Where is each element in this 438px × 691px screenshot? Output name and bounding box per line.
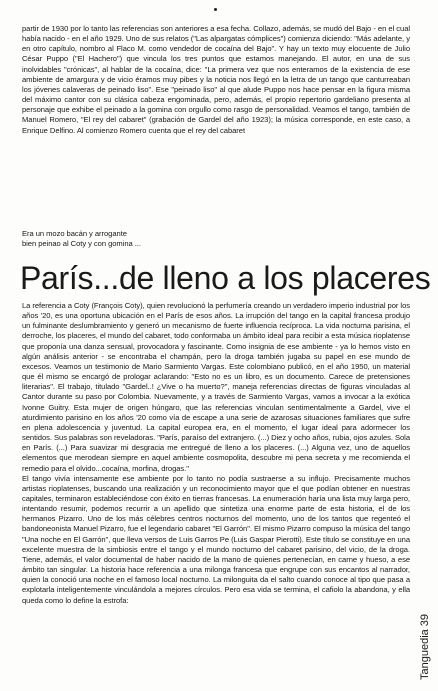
section-heading: París...de lleno a los placeres [20, 260, 431, 296]
body-paragraph-1 [22, 24, 410, 136]
body-paragraph-2 [22, 301, 410, 606]
paragraph-text: partir de 1930 por lo tanto las referencias son anteriores a esa fecha. Collazo, además, se mudó del Bajo - en el cual había nacido - en el año 1929. Uno de sus relatos ("Las alpargatas cómplices") comienza diciendo: "Más adelante, y en otro capítulo, nombro al Flaco M. como vendedor de cocaína del Bajo". Y hay un texto muy elocuente de Julio César Puppo ("El Hachero") que vincula los tres puntos que estamos manejando. El autor, en una de sus inolvidables "crónicas", al hablar de la cocaína, dice: "La primera vez que nos enteramos de la existencia de ese ambiente de amargura y de vicio éramos muy pibes y la noticia nos llegó en la letra de un tango que canturreaban los jóvenes calaveras de peinado liso". Ese "peinado liso" al que alude Puppo nos hace pensar en la figura misma del máximo cantor con su clásica cabeza engominada, pero, además, el propio repertorio gardeliano presenta al personaje que exhibe el peinado a la gomina con orgullo como rasgo de personalidad. Veamos el tango, también de Manuel Romero, "El rey del cabaret" (grabación de Gardel del año 1923); la música corresponde, en este caso, a Enrique Delfino. Al comienzo Romero cuenta que el rey del cabaret [22, 24, 410, 135]
paragraph-text: El tango vivía intensamente ese ambiente por lo tanto no podía sustraerse a su influjo. Precisamente muchos artistas rioplatenses, buscando una realización y un reconocimiento mayor que el que podían obtener en nuestras capitales, terminaron estableciéndose con éxito en tierras francesas. La enumeración haría una lista muy larga pero, intentando resumir, podemos recurrir a un apellido que sintetiza una enorme parte de esta historia, el de los hermanos Pizarro. Uno de los más célebres centros nocturnos del momento, uno de los tantos que regenteó el bandoneonista Manuel Pizarro, fue el legendario cabaret "El Garrón". El mismo Pizarro compuso la música del tango "Una noche en El Garrón", que lleva versos de Luis Garros Pe (Luis Gaspar Pierotti). Este título se constituye en una excelente muestra de la simbiosis entre el tango y el mundo nocturno del cabaret parisino, del vicio, de la droga. Tiene, además, el valor documental de haber nacido de la mano de quienes pertenecían, en carne y hueso, a ese ámbito tan singular. La historia hace referencia a una milonga francesa que engrupe con sus encantos al narrador, quien la conoció una noche en el famoso local nocturno. La milonguita da el salto cuando conoce al tipo que pasa a explotarla inteligentemente vinculándola a mejores círculos. Pero esa vida se termina, el cafiolo la abandona, y ella queda como lo define la estrofa: [22, 473, 410, 605]
running-footer [418, 540, 432, 680]
verse-line-1: Era un mozo bacán y arrogante [22, 229, 127, 238]
footer-text [418, 540, 432, 680]
verse-quote [22, 229, 410, 249]
verse-line-2: bien peinao al Coty y con gomina ... [22, 239, 141, 249]
page-mark [214, 8, 217, 11]
publication-name: Tanguedia [419, 629, 431, 680]
paragraph-text: La referencia a Coty (François Coty), quien revolucionó la perfumería creando un verdadero imperio industrial por los años '20, es una oportuna ubicación en el París de esos años. La irrupción del tango en la capital francesa produjo un fulminante deslumbramiento y generó un mecanismo de fuerte influencia recíproca. La vida nocturna parisina, el derroche, los placeres, el mundo del cabaret, todo conformaba un ámbito ideal para recibir a esta música rioplatense que proponía una danza sensual, provocadora y fascinante. Como insignia de ese ambiente - ya lo hemos visto en algún análisis anterior - se encontraba el champán, pero la droga también jugaba su papel en ese mundo de excesos. Veamos un testimonio de Mario Sarmiento Vargas. Este colombiano publicó, en el año 1950, un material que él mismo se encargó de prologar aclarando: "Esto no es un libro, es un documento. Carece de pretensiones literarias". El trabajo, titulado "Gardel..! ¿Vive o ha muerto?", maneja referencias directas de figuras vinculadas al Cantor durante su paso por Colombia. Nuevamente, y a través de Sarmiento Vargas, vamos a invocar a la exótica Ivonne Guitry. Esta mujer de origen húngaro, que las referencias vinculan sentimentalmente a Gardel, vive el aturdimiento parisino en los años '20 como vía de escape a una serie de azarosas situaciones familiares que sufre en plena adolescencia y juventud. La capital europea era, en el momento, el lugar ideal para adormecer los sentidos. Sus palabras son reveladoras. "París, paraíso del extranjero. (...) Diez y ocho años, rubia, ojos azules. Sola en París. (...) Para suavizar mi desgracia me entregué de lleno a los placeres. (...) Alguna vez, uno de aquellos elementos que merodean siempre en aquel ambiente cosmopolita, descubre mi pena secreta y me recomienda el remedio para el olvido...cocaína, morfina, drogas." [22, 301, 410, 473]
page-number: 39 [419, 613, 431, 627]
